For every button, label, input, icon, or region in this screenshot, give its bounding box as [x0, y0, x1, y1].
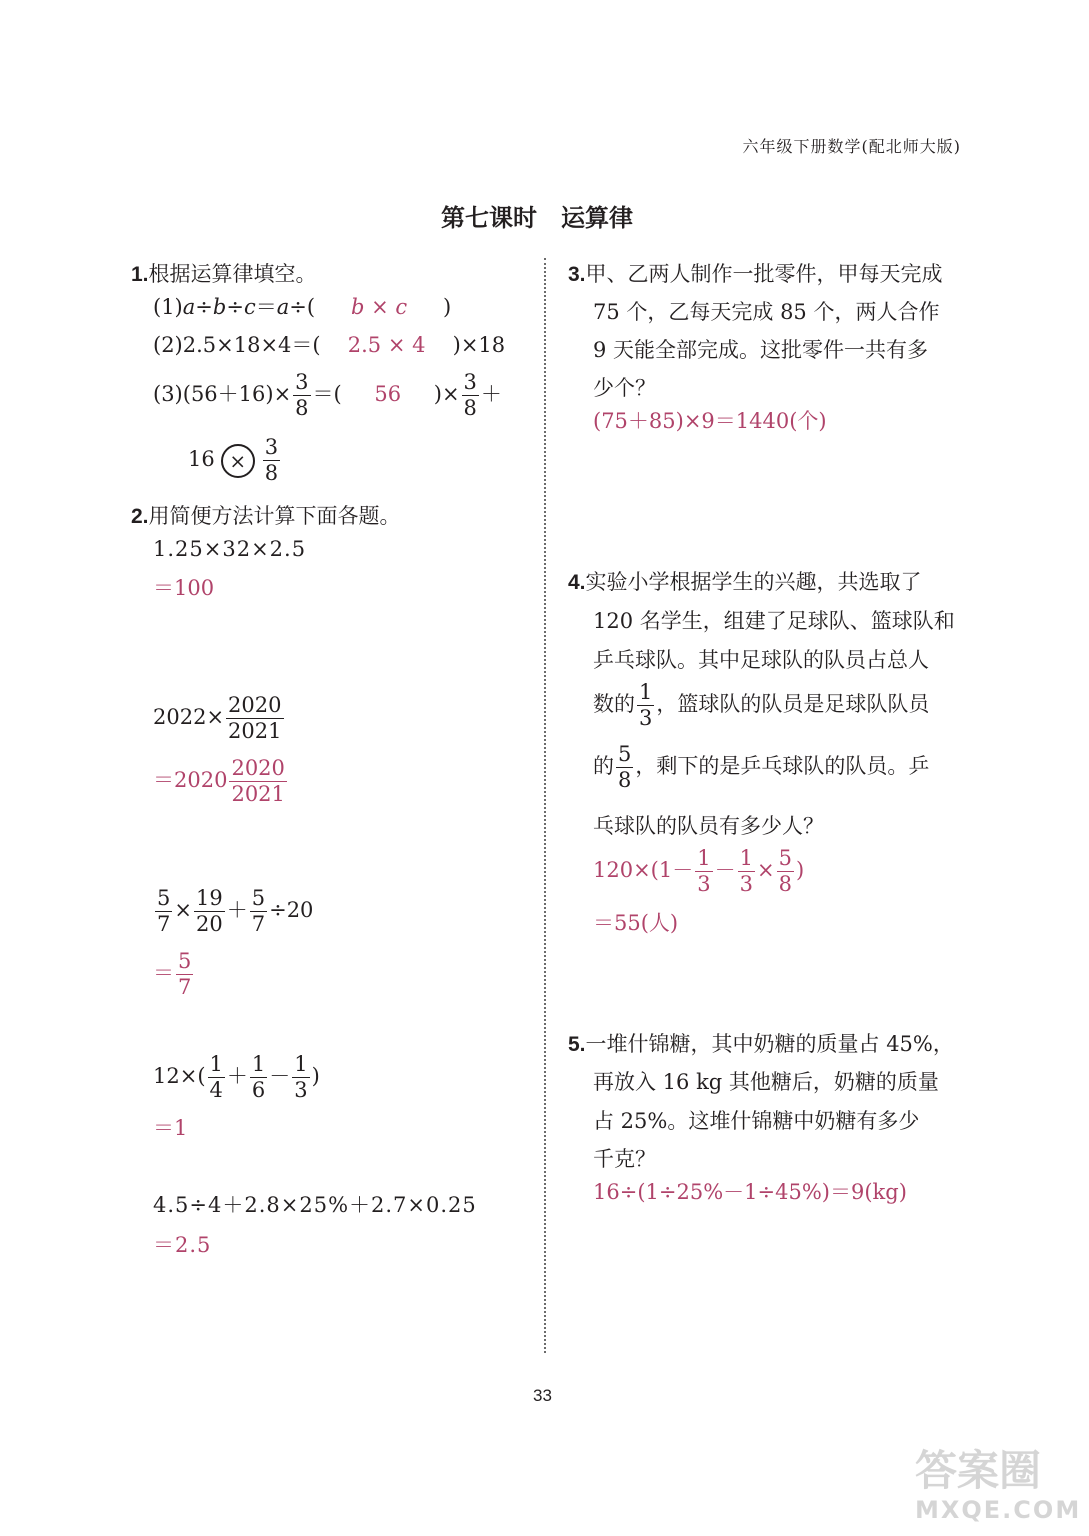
q1-sub2: (2)2.5×18×4＝( 2.5 × 4 )×18 — [153, 333, 506, 357]
q4-line6: 乓球队的队员有多少人？ — [593, 814, 824, 838]
q2-p3-answer: ＝ $\frac{5}{7}$ — [153, 949, 192, 999]
q2-p1: 1.25×32×2.5 — [153, 537, 307, 561]
q2-p5-answer: ＝2.5 — [153, 1233, 212, 1257]
q2-p1-answer: ＝100 — [153, 576, 215, 600]
q5-answer: 16÷(1÷25%－1÷45%)＝9(kg) — [593, 1180, 907, 1204]
q2-p4-answer: ＝1 — [153, 1116, 188, 1140]
q1-sub3: (3)(56＋16)× $\frac{3}{8}$ ＝( 56 )× $\frac{3}{8}$ ＋ — [153, 370, 502, 420]
q4-line2: 120 名学生，组建了足球队、篮球队和 — [593, 609, 955, 633]
book-header: 六年级下册数学(配北师大版) — [742, 137, 961, 156]
q3-line2: 75 个，乙每天完成 85 个，两人合作 — [593, 300, 940, 324]
q2-p3: $\frac{5}{7}$ × $\frac{19}{20}$ ＋ $\frac{5}{7}$ ÷20 — [157, 886, 314, 936]
q2-p2-answer: ＝2020 $\frac{2020}{2021}$ — [153, 756, 285, 806]
q1-stem: 1.根据运算律填空。 — [131, 262, 317, 286]
page-number: 33 — [533, 1386, 552, 1405]
column-divider — [544, 258, 546, 1353]
q1-sub3-cont: 16 × $\frac{3}{8}$ — [188, 435, 279, 485]
q4-answer: 120×(1－ $\frac{1}{3}$ － $\frac{1}{3}$ × $\frac{5}{8}$ ) — [593, 846, 805, 896]
q3-line4: 少个？ — [593, 376, 656, 400]
q3-line1: 3.甲、乙两人制作一批零件，甲每天完成 — [568, 262, 943, 286]
q4-line1: 4.实验小学根据学生的兴趣，共选取了 — [568, 570, 922, 594]
q3-answer: (75＋85)×9＝1440(个) — [593, 409, 827, 433]
q2-p2: 2022× $\frac{2020}{2021}$ — [153, 693, 282, 743]
q5-line3: 占 25%。这堆什锦糖中奶糖有多少 — [593, 1109, 920, 1133]
lesson-title: 第七课时 运算律 — [441, 204, 633, 232]
q5-line2: 再放入 16 kg 其他糖后，奶糖的质量 — [593, 1070, 939, 1094]
q1-sub1: (1)a÷b÷c＝a÷( b × c ) — [153, 295, 452, 319]
q2-p4: 12×( $\frac{1}{4}$ ＋ $\frac{1}{6}$ － $\frac{1}{3}$ ) — [153, 1052, 320, 1102]
q4-line3: 乒乓球队。其中足球队的队员占总人 — [593, 648, 929, 672]
q4-line5: 的 $\frac{5}{8}$ ，剩下的是乒乓球队的队员。乒 — [593, 742, 930, 792]
q4-answer-result: ＝55(人) — [593, 911, 679, 935]
answer-circle: × — [221, 444, 255, 478]
watermark-logo: 答案圈 MXQE.COM — [915, 1446, 1082, 1524]
q4-line4: 数的 $\frac{1}{3}$ ，篮球队的队员是足球队队员 — [593, 680, 930, 730]
q3-line3: 9 天能全部完成。这批零件一共有多 — [593, 338, 929, 362]
q2-p5: 4.5÷4＋2.8×25%＋2.7×0.25 — [153, 1193, 477, 1217]
q2-stem: 2.用简便方法计算下面各题。 — [131, 504, 401, 528]
q5-line4: 千克？ — [593, 1147, 656, 1171]
q5-line1: 5.一堆什锦糖，其中奶糖的质量占 45%， — [568, 1032, 954, 1056]
